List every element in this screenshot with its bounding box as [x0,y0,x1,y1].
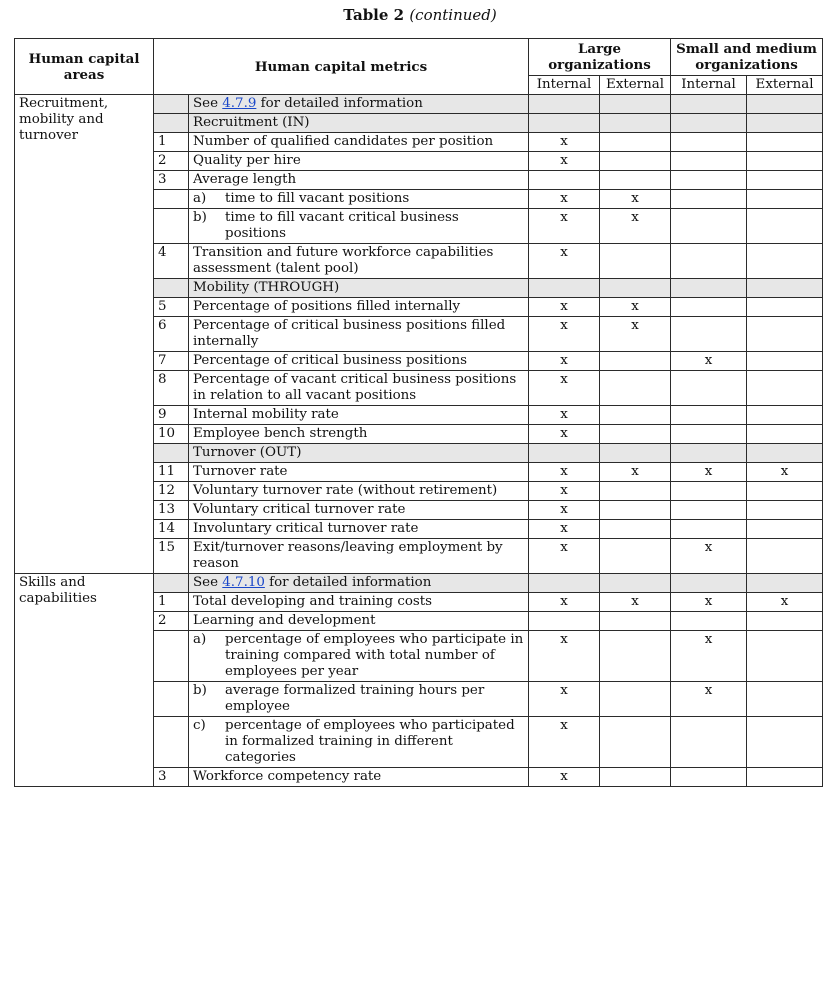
metric-name: Voluntary turnover rate (without retirement) [189,482,529,501]
mark-large-external [600,631,671,682]
metric-number: 3 [154,768,189,787]
mark-sme-internal [671,371,747,406]
reference-prefix: See [193,575,223,590]
mark-sme-external [747,482,823,501]
mark-large-external: x [600,190,671,209]
header-sme-internal: Internal [671,76,747,95]
metric-name: Exit/turnover reasons/leaving employment by reason [189,539,529,574]
mark-large-internal: x [529,152,600,171]
mark-large-internal: x [529,190,600,209]
reference-row [15,95,823,114]
metric-number: 8 [154,371,189,406]
mark-sme-internal [671,298,747,317]
subitem-letter: a) [193,191,207,206]
metric-name: Percentage of positions filled internally [189,298,529,317]
mark-large-external: x [600,593,671,612]
metric-number [154,279,189,298]
mark-sme-external [747,317,823,352]
area-cell: Recruitment, mobility and turnover [15,95,154,574]
mark-large-internal [529,171,600,190]
mark-large-external [600,171,671,190]
metric-number: 6 [154,317,189,352]
mark-sme-external [747,520,823,539]
header-sme-external: External [747,76,823,95]
mark-sme-external [747,95,823,114]
reference-row [15,574,823,593]
table-title: Table 2 [343,6,405,24]
table-body [15,95,823,787]
metric-name: Average length [189,171,529,190]
mark-large-internal: x [529,406,600,425]
mark-sme-external [747,425,823,444]
mark-large-external [600,114,671,133]
mark-large-internal: x [529,520,600,539]
mark-large-internal: x [529,317,600,352]
metric-number [154,114,189,133]
metric-number [154,717,189,768]
mark-sme-internal [671,279,747,298]
metric-name: Internal mobility rate [189,406,529,425]
mark-sme-internal [671,133,747,152]
reference-suffix: for detailed information [256,96,423,111]
metric-number: 7 [154,352,189,371]
mark-large-external [600,574,671,593]
mark-sme-internal: x [671,631,747,682]
mark-large-internal: x [529,631,600,682]
metric-number: 1 [154,593,189,612]
header-large-external: External [600,76,671,95]
mark-sme-internal: x [671,682,747,717]
mark-large-internal: x [529,352,600,371]
mark-sme-external [747,717,823,768]
metric-name: Voluntary critical turnover rate [189,501,529,520]
mark-sme-internal [671,190,747,209]
metric-number: 10 [154,425,189,444]
subitem-letter: b) [193,683,207,698]
metric-subitem [189,190,529,209]
subitem-text: percentage of employees who participated in formalized training in different categories [225,718,515,765]
mark-sme-internal [671,612,747,631]
mark-sme-internal [671,444,747,463]
table-caption [0,6,840,24]
header-metrics: Human capital metrics [154,39,529,95]
mark-sme-external [747,298,823,317]
subitem-letter: b) [193,210,207,225]
metric-name: Transition and future workforce capabilities assessment (talent pool) [189,244,529,279]
mark-sme-external [747,190,823,209]
mark-sme-external [747,371,823,406]
mark-sme-internal [671,482,747,501]
metric-number [154,209,189,244]
mark-sme-external [747,574,823,593]
mark-large-internal: x [529,717,600,768]
metric-number: 12 [154,482,189,501]
reference-cell [189,574,529,593]
mark-large-internal [529,279,600,298]
mark-sme-internal [671,317,747,352]
reference-suffix: for detailed information [264,575,432,590]
mark-large-external [600,520,671,539]
mark-large-internal: x [529,593,600,612]
section-heading: Mobility (THROUGH) [189,279,529,298]
mark-sme-external [747,244,823,279]
metric-number: 2 [154,612,189,631]
mark-sme-internal [671,171,747,190]
metric-name: Total developing and training costs [189,593,529,612]
header-large-organizations: Large organizations [529,39,671,76]
mark-sme-external [747,352,823,371]
metric-name: Quality per hire [189,152,529,171]
metric-number [154,682,189,717]
metric-number: 13 [154,501,189,520]
mark-large-internal: x [529,133,600,152]
reference-prefix: See [193,96,223,111]
table-header [15,39,823,95]
metric-number: 9 [154,406,189,425]
mark-sme-external [747,444,823,463]
mark-sme-external [747,152,823,171]
mark-large-external [600,371,671,406]
mark-sme-external [747,171,823,190]
mark-sme-internal [671,425,747,444]
mark-sme-internal: x [671,539,747,574]
metric-name: Employee bench strength [189,425,529,444]
mark-large-internal: x [529,501,600,520]
human-capital-metrics-table [14,38,823,787]
mark-sme-internal [671,574,747,593]
mark-large-internal: x [529,425,600,444]
mark-sme-external [747,114,823,133]
mark-large-external [600,717,671,768]
metric-subitem [189,209,529,244]
header-areas: Human capital areas [15,39,154,95]
metric-name: Workforce competency rate [189,768,529,787]
mark-sme-external [747,406,823,425]
mark-large-internal: x [529,768,600,787]
metric-name: Percentage of vacant critical business positions in relation to all vacant positions [189,371,529,406]
metric-number: 1 [154,133,189,152]
mark-large-internal [529,114,600,133]
subitem-text: average formalized training hours per employee [225,683,485,714]
mark-large-external [600,425,671,444]
mark-large-external [600,152,671,171]
metric-number: 14 [154,520,189,539]
mark-large-internal: x [529,209,600,244]
mark-sme-internal [671,209,747,244]
mark-large-internal [529,574,600,593]
mark-large-internal [529,444,600,463]
mark-sme-internal: x [671,593,747,612]
mark-large-internal: x [529,682,600,717]
mark-sme-internal [671,406,747,425]
mark-large-internal: x [529,244,600,279]
metric-number [154,95,189,114]
metric-number: 4 [154,244,189,279]
mark-sme-internal: x [671,352,747,371]
reference-cell [189,95,529,114]
subitem-text: time to fill vacant positions [225,191,410,206]
mark-large-external [600,768,671,787]
mark-sme-external: x [747,593,823,612]
metric-name: Turnover rate [189,463,529,482]
mark-large-external: x [600,298,671,317]
mark-large-external [600,244,671,279]
mark-large-external [600,682,671,717]
mark-large-external [600,352,671,371]
mark-sme-internal [671,95,747,114]
mark-large-external [600,133,671,152]
mark-large-external: x [600,317,671,352]
mark-sme-internal [671,501,747,520]
metric-number: 11 [154,463,189,482]
metric-name: Number of qualified candidates per position [189,133,529,152]
metric-number [154,631,189,682]
metric-number [154,190,189,209]
subitem-text: time to fill vacant critical business positions [225,210,459,241]
mark-large-external [600,406,671,425]
mark-large-internal: x [529,371,600,406]
metric-name: Percentage of critical business positions filled internally [189,317,529,352]
mark-sme-external [747,768,823,787]
mark-sme-internal [671,114,747,133]
metric-number: 3 [154,171,189,190]
mark-sme-external [747,279,823,298]
mark-large-internal: x [529,298,600,317]
mark-large-external [600,95,671,114]
mark-sme-external [747,209,823,244]
mark-large-external [600,444,671,463]
subitem-text: percentage of employees who participate in training compared with total number of employees per year [225,632,524,679]
metric-subitem [189,631,529,682]
mark-sme-internal [671,768,747,787]
mark-large-external: x [600,463,671,482]
mark-sme-internal [671,717,747,768]
mark-large-external [600,501,671,520]
mark-large-internal [529,95,600,114]
mark-sme-internal [671,520,747,539]
metric-number [154,574,189,593]
mark-large-external [600,539,671,574]
clause-reference-link[interactable]: 4.7.10 [222,575,265,590]
metric-number: 5 [154,298,189,317]
metric-number: 2 [154,152,189,171]
mark-sme-external [747,612,823,631]
mark-large-external [600,482,671,501]
mark-sme-external: x [747,463,823,482]
metric-subitem [189,717,529,768]
header-large-internal: Internal [529,76,600,95]
header-sme-organizations: Small and medium organizations [671,39,823,76]
metric-number: 15 [154,539,189,574]
area-cell: Skills and capabilities [15,574,154,787]
metric-name: Percentage of critical business positions [189,352,529,371]
mark-sme-external [747,631,823,682]
subitem-letter: a) [193,632,207,647]
section-heading: Recruitment (IN) [189,114,529,133]
mark-large-internal: x [529,482,600,501]
subitem-letter: c) [193,718,206,733]
mark-large-external [600,279,671,298]
clause-reference-link[interactable]: 4.7.9 [222,96,257,111]
metric-name: Involuntary critical turnover rate [189,520,529,539]
mark-sme-internal [671,244,747,279]
mark-large-internal: x [529,539,600,574]
mark-sme-external [747,539,823,574]
mark-sme-external [747,133,823,152]
section-heading: Turnover (OUT) [189,444,529,463]
mark-large-internal [529,612,600,631]
metric-name: Learning and development [189,612,529,631]
metric-subitem [189,682,529,717]
metric-number [154,444,189,463]
mark-large-external: x [600,209,671,244]
mark-large-external [600,612,671,631]
table-continued-note: (continued) [409,6,497,24]
mark-sme-external [747,501,823,520]
mark-large-internal: x [529,463,600,482]
mark-sme-internal: x [671,463,747,482]
mark-sme-internal [671,152,747,171]
mark-sme-external [747,682,823,717]
